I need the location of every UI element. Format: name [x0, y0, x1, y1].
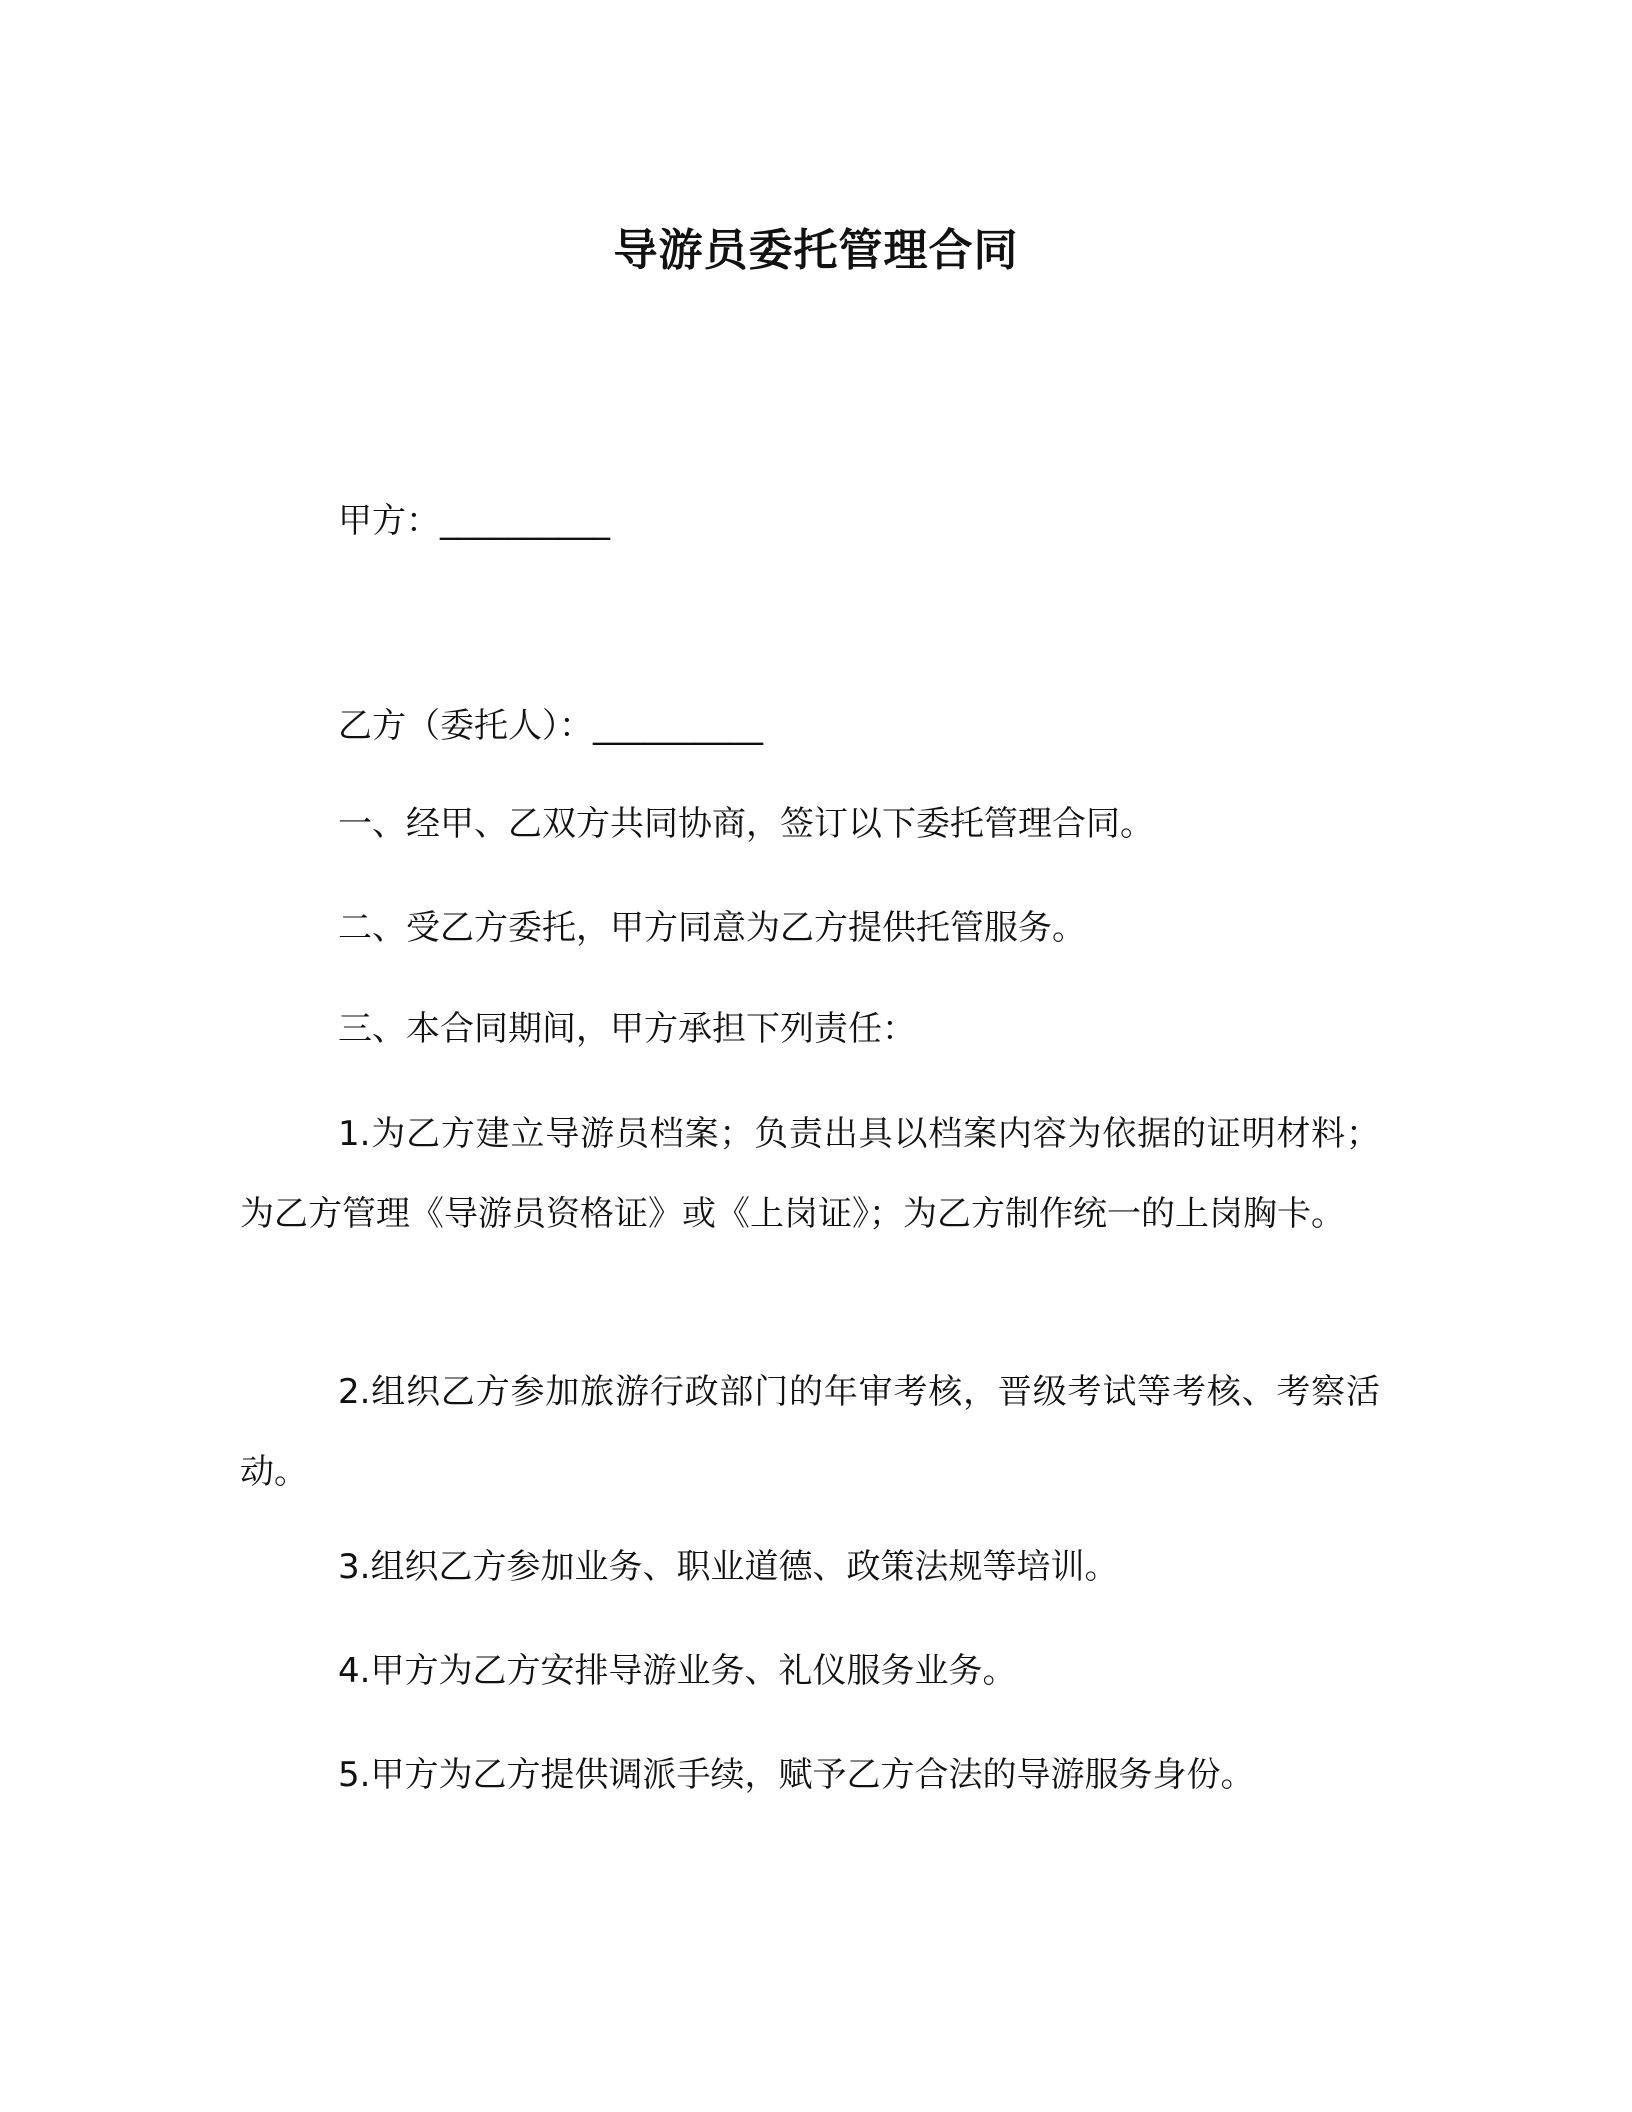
item-5: 5.甲方为乙方提供调派手续，赋予乙方合法的导游服务身份。: [338, 1755, 1255, 1795]
item-1: 1.为乙方建立导游员档案；负责出具以档案内容为依据的证明材料；为乙方管理《导游员资格证》或《上岗证》；为乙方制作统一的上岗胸卡。: [240, 1114, 1380, 1234]
clause-1: 一、经甲、乙双方共同协商，签订以下委托管理合同。: [338, 804, 1154, 844]
document-title: 导游员委托管理合同: [613, 225, 1019, 276]
item-3: 3.组织乙方参加业务、职业道德、政策法规等培训。: [338, 1547, 1119, 1587]
item-4: 4.甲方为乙方安排导游业务、礼仪服务业务。: [338, 1651, 1017, 1691]
clause-2: 二、受乙方委托，甲方同意为乙方提供托管服务。: [338, 908, 1086, 948]
party-a-line: 甲方：__________: [338, 501, 610, 541]
clause-3: 三、本合同期间，甲方承担下列责任：: [338, 1009, 916, 1049]
party-b-line: 乙方（委托人）：__________: [338, 706, 763, 746]
item-2: 2.组织乙方参加旅游行政部门的年审考核，晋级考试等考核、考察活动。: [240, 1372, 1380, 1492]
